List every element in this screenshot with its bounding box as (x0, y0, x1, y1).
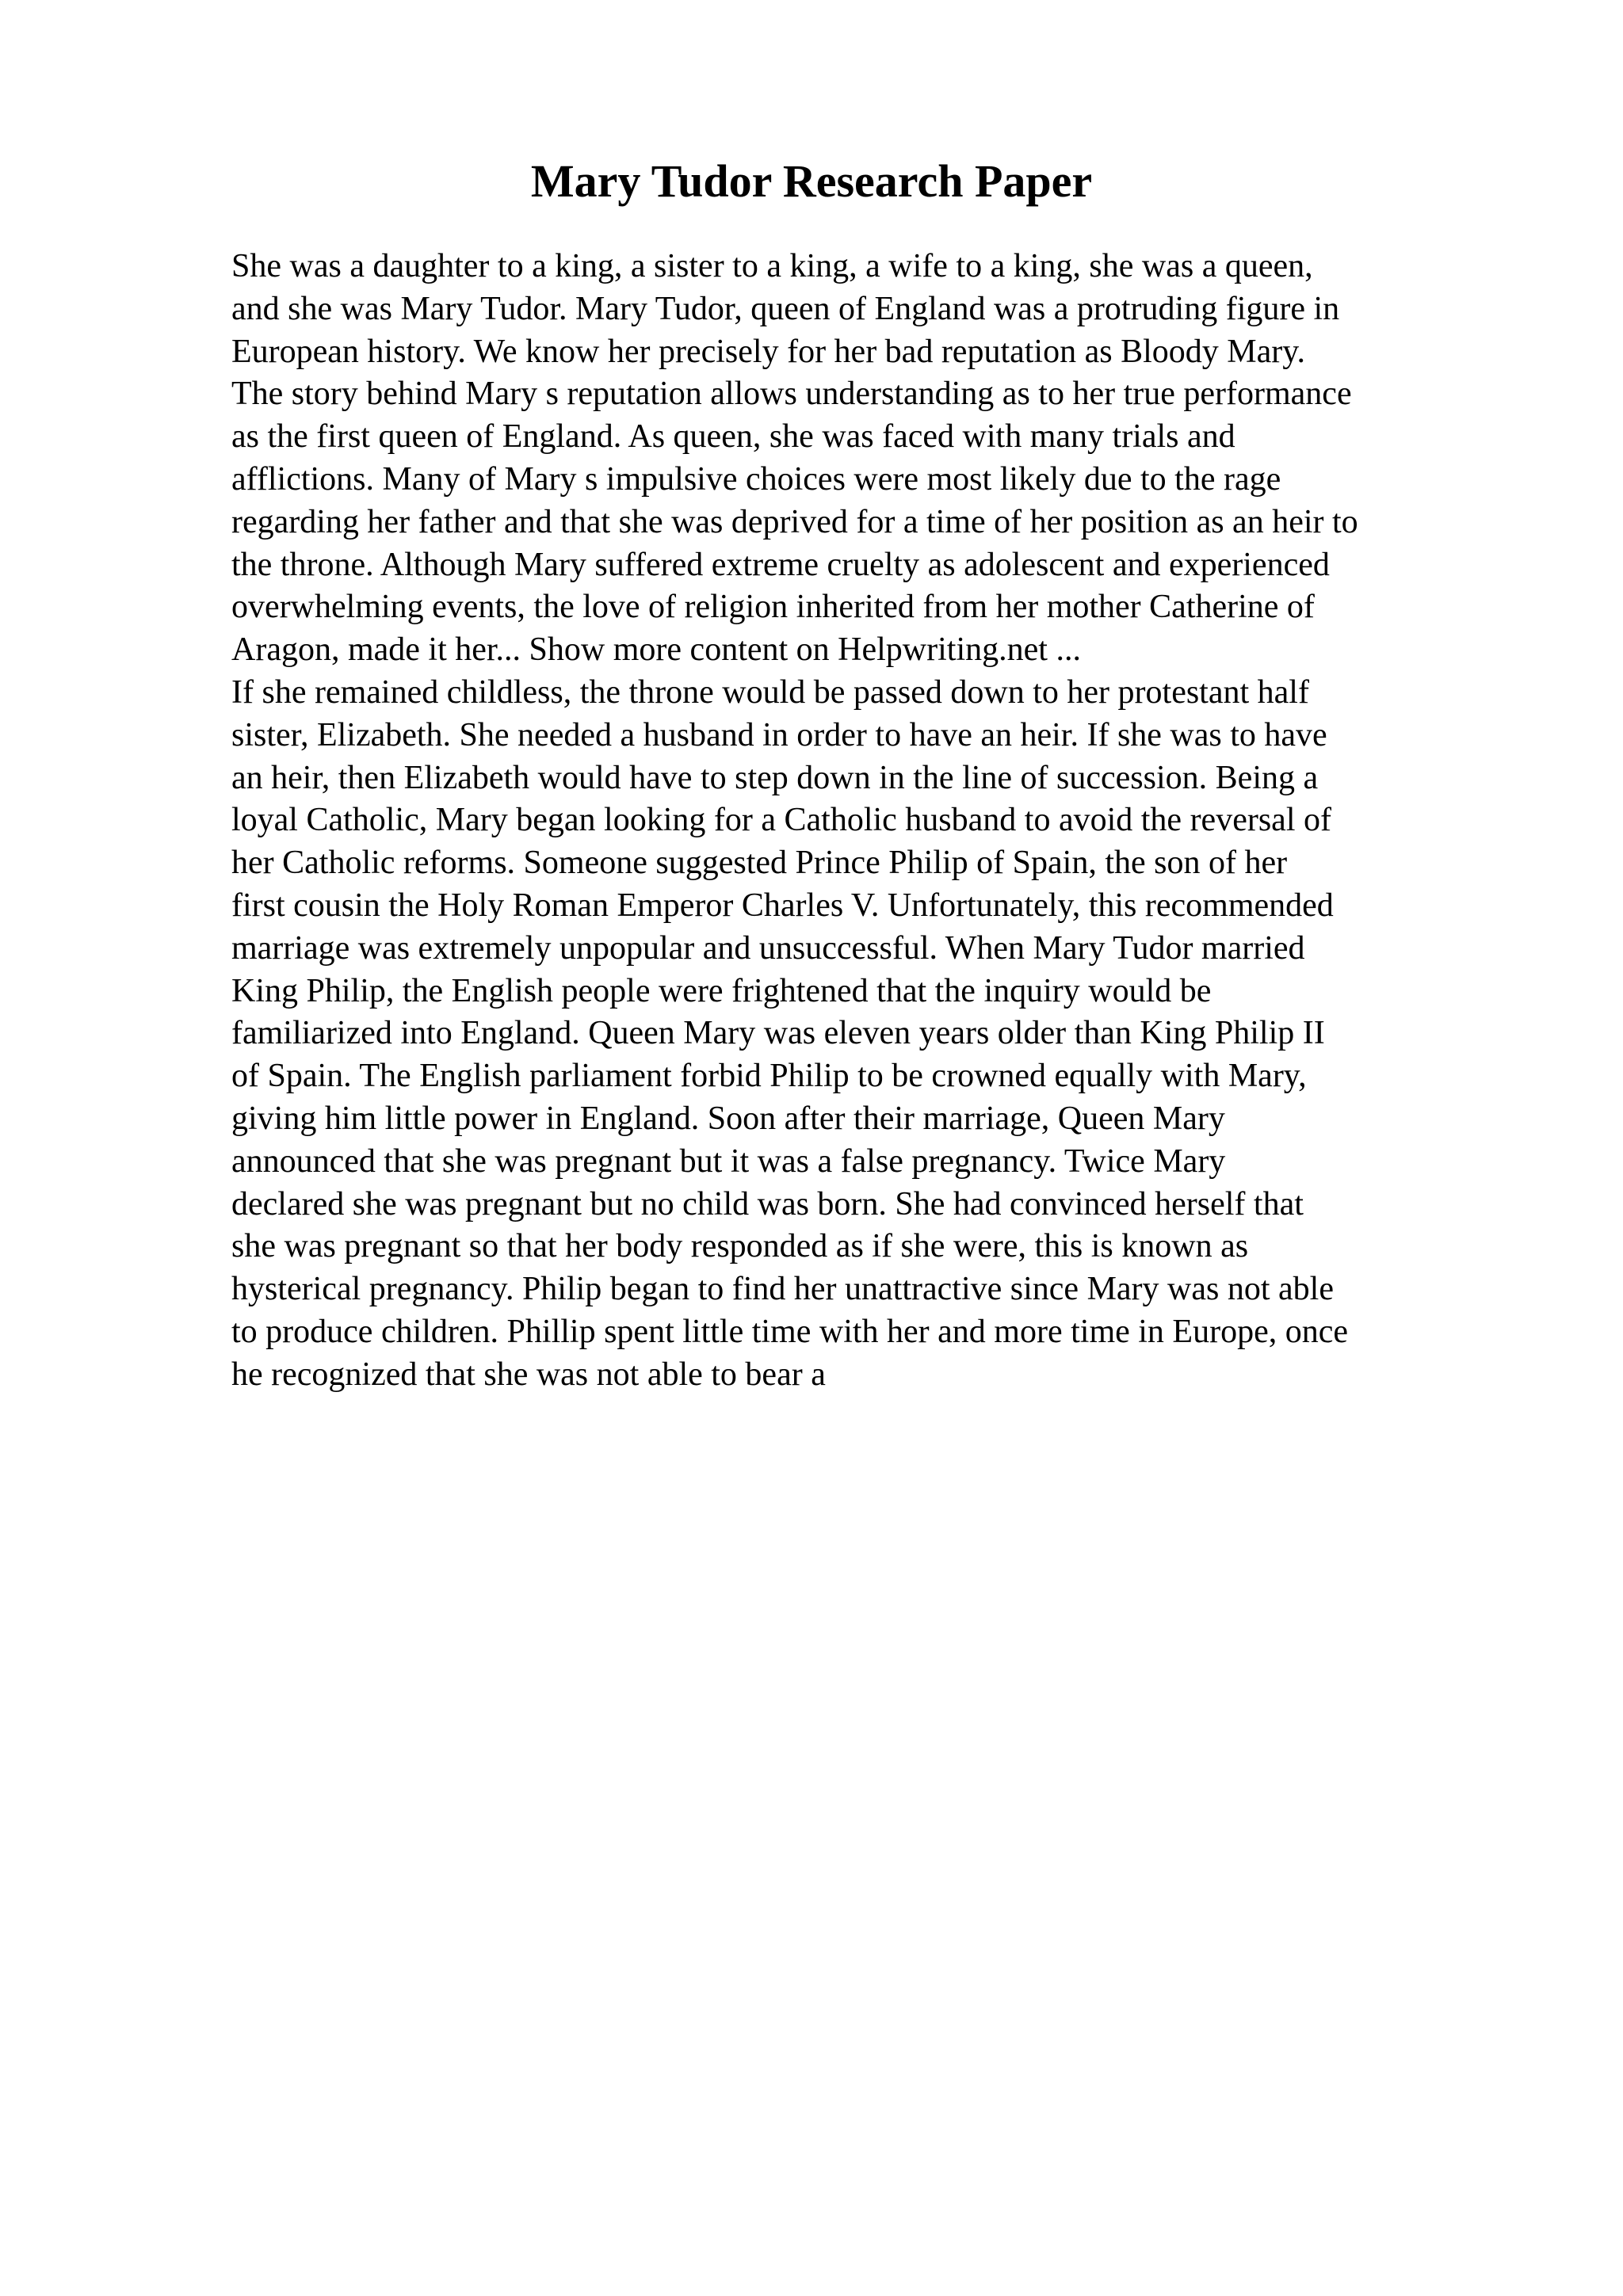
text-line: first cousin the Holy Roman Emperor Charles V. Unfortunately, this recommended (231, 887, 1334, 924)
text-line: her Catholic reforms. Someone suggested Prince Philip of Spain, the son of her (231, 845, 1288, 882)
text-line: she was pregnant so that her body responded as if she were, this is known as (231, 1228, 1249, 1265)
text-line: If she remained childless, the throne would be passed down to her protestant half (231, 673, 1309, 711)
text-line: of Spain. The English parliament forbid Philip to be crowned equally with Mary, (231, 1058, 1307, 1095)
text-line: regarding her father and that she was deprived for a time of her position as an heir to (231, 503, 1358, 540)
text-line: She was a daughter to a king, a sister to a king, a wife to a king, she was a queen, (231, 248, 1313, 284)
text-line: to produce children. Phillip spent little time with her and more time in Europe, once (231, 1313, 1348, 1350)
text-line: declared she was pregnant but no child was born. She had convinced herself that (231, 1185, 1304, 1222)
text-line: sister, Elizabeth. She needed a husband in order to have an heir. If she was to have (231, 716, 1327, 753)
text-line: and she was Mary Tudor. Mary Tudor, queen of England was a protruding figure in (231, 290, 1340, 327)
text-line: loyal Catholic, Mary began looking for a Catholic husband to avoid the reversal of (231, 802, 1331, 839)
text-line: King Philip, the English people were frightened that the inquiry would be (231, 972, 1212, 1009)
text-line: Aragon, made it her... Show more content on Helpwriting.net ... (231, 631, 1081, 669)
text-line: marriage was extremely unpopular and unsuccessful. When Mary Tudor married (231, 929, 1305, 967)
text-line: The story behind Mary s reputation allows understanding as to her true performance (231, 376, 1352, 413)
text-line: giving him little power in England. Soon after their marriage, Queen Mary (231, 1100, 1225, 1137)
text-line: the throne. Although Mary suffered extreme cruelty as adolescent and experienced (231, 546, 1330, 583)
text-line: announced that she was pregnant but it was a false pregnancy. Twice Mary (231, 1142, 1226, 1180)
document-title: Mary Tudor Research Paper (530, 155, 1093, 207)
text-line: as the first queen of England. As queen, she was faced with many trials and (231, 418, 1235, 456)
text-line: an heir, then Elizabeth would have to step down in the line of succession. Being a (231, 759, 1319, 796)
text-line: overwhelming events, the love of religion inherited from her mother Catherine of (231, 589, 1315, 626)
text-line: afflictions. Many of Mary s impulsive choices were most likely due to the rage (231, 460, 1281, 498)
text-line: he recognized that she was not able to bear a (231, 1356, 826, 1393)
document-body (231, 246, 1499, 1397)
text-line: hysterical pregnancy. Philip began to find her unattractive since Mary was not able (231, 1271, 1334, 1308)
text-line: European history. We know her precisely for her bad reputation as Bloody Mary. (231, 333, 1306, 370)
text-line: familiarized into England. Queen Mary was eleven years older than King Philip II (231, 1015, 1325, 1052)
